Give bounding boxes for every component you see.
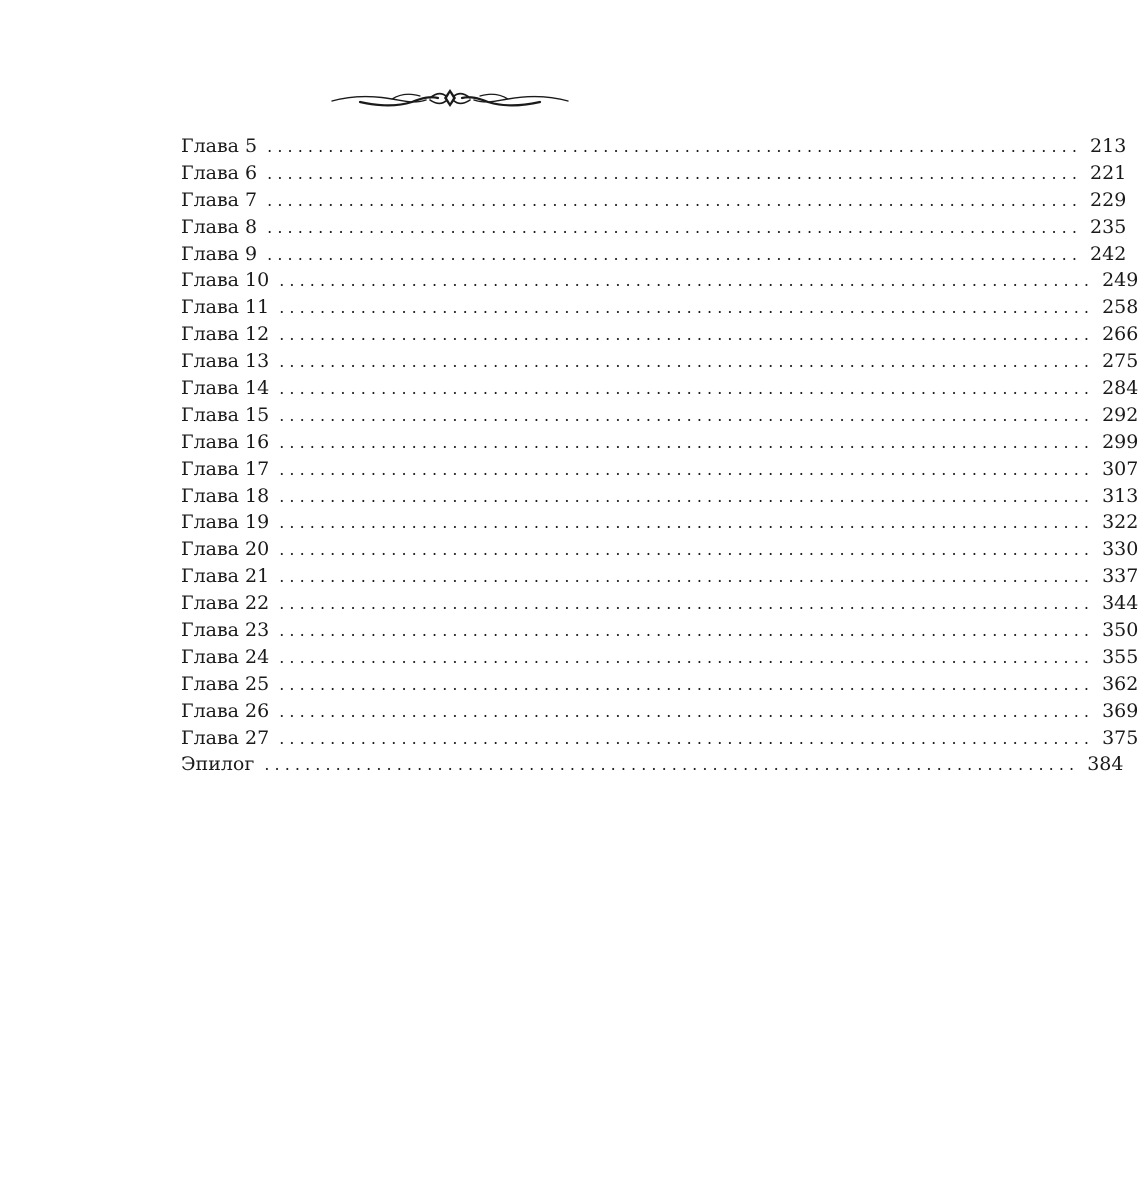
toc-entry[interactable] [181, 214, 1127, 241]
dot-leader: ................................................................................ [279, 728, 1095, 748]
toc-entry-label: Глава 5 [181, 135, 258, 157]
toc-entry[interactable] [181, 563, 1138, 590]
toc-entry-label: Глава 20 [181, 538, 270, 561]
dot-leader: ................................................................................ [279, 701, 1095, 721]
toc-entry-page-number: 235 [1090, 215, 1127, 238]
toc-entry-label: Глава 10 [181, 269, 270, 292]
toc-entry[interactable] [181, 456, 1138, 483]
toc-entry-page-number: 384 [1087, 753, 1124, 776]
toc-entry-label: Глава 25 [181, 672, 270, 695]
toc-entry-label: Эпилог [181, 753, 255, 776]
toc-entry-page-number: 258 [1102, 296, 1138, 319]
toc-entry-label: Глава 21 [181, 565, 270, 588]
dot-leader: ................................................................................ [279, 540, 1095, 560]
toc-entry-label: Глава 6 [181, 161, 258, 184]
toc-entry-page-number: 313 [1102, 484, 1138, 507]
dot-leader: ................................................................................ [279, 271, 1095, 291]
dot-leader: ................................................................................ [279, 621, 1095, 641]
toc-entry[interactable] [181, 241, 1127, 268]
toc-entry-page-number: 299 [1102, 430, 1138, 453]
toc-entry-label: Глава 9 [181, 242, 258, 265]
toc-entry[interactable] [181, 187, 1127, 214]
dot-leader: ................................................................................ [267, 217, 1083, 237]
toc-entry-label: Глава 26 [181, 699, 270, 722]
toc-entry-label: Глава 17 [181, 457, 270, 480]
dot-leader: ................................................................................ [279, 594, 1095, 614]
toc-entry-page-number: 229 [1090, 188, 1127, 211]
dot-leader: ................................................................................ [279, 432, 1095, 452]
toc-entry-page-number: 242 [1090, 242, 1127, 265]
toc-entry[interactable] [181, 321, 1138, 348]
toc-entry[interactable] [181, 429, 1138, 456]
toc-entry-label: Глава 27 [181, 726, 270, 749]
table-of-contents [181, 133, 1138, 778]
dot-leader: ................................................................................ [264, 755, 1080, 775]
toc-entry-label: Глава 15 [181, 403, 270, 426]
toc-entry[interactable] [181, 483, 1138, 510]
toc-entry-page-number: 322 [1102, 511, 1138, 534]
toc-entry-label: Глава 16 [181, 430, 270, 453]
toc-entry[interactable] [181, 160, 1127, 187]
toc-entry[interactable] [181, 402, 1138, 429]
toc-entry-page-number: 307 [1102, 457, 1138, 480]
toc-entry[interactable] [181, 536, 1138, 563]
dot-leader: ................................................................................ [279, 298, 1095, 318]
toc-entry-page-number: 362 [1102, 672, 1138, 695]
toc-entry-page-number: 266 [1102, 323, 1138, 346]
dot-leader: ................................................................................ [267, 137, 1083, 156]
toc-entry-label: Глава 11 [181, 296, 270, 319]
toc-entry-page-number: 275 [1102, 350, 1138, 373]
toc-entry[interactable] [181, 671, 1138, 698]
toc-entry[interactable] [181, 644, 1138, 671]
toc-entry-label: Глава 14 [181, 377, 270, 400]
toc-entry-page-number: 350 [1102, 619, 1138, 642]
toc-entry-page-number: 213 [1090, 135, 1127, 157]
toc-entry-page-number: 330 [1102, 538, 1138, 561]
toc-entry[interactable] [181, 294, 1138, 321]
toc-entry-page-number: 355 [1102, 645, 1138, 668]
dot-leader: ................................................................................ [279, 405, 1095, 425]
toc-entry[interactable] [181, 509, 1138, 536]
toc-entry[interactable] [181, 617, 1138, 644]
dot-leader: ................................................................................ [267, 163, 1083, 183]
dot-leader: ................................................................................ [279, 647, 1095, 667]
flourish-divider-icon [330, 84, 570, 112]
toc-entry-label: Глава 19 [181, 511, 270, 534]
toc-entry[interactable] [181, 590, 1138, 617]
dot-leader: ................................................................................ [279, 567, 1095, 587]
toc-entry-label: Глава 24 [181, 645, 270, 668]
toc-entry-label: Глава 22 [181, 592, 270, 615]
toc-entry-page-number: 369 [1102, 699, 1138, 722]
toc-entry-label: Глава 23 [181, 619, 270, 642]
dot-leader: ................................................................................ [279, 352, 1095, 372]
toc-entry[interactable] [181, 698, 1138, 725]
toc-entry-page-number: 375 [1102, 726, 1138, 749]
dot-leader: ................................................................................ [279, 459, 1095, 479]
toc-entry[interactable] [181, 751, 1124, 778]
toc-entry[interactable] [181, 348, 1138, 375]
toc-entry-label: Глава 8 [181, 215, 258, 238]
toc-entry-page-number: 284 [1102, 377, 1138, 400]
dot-leader: ................................................................................ [279, 379, 1095, 399]
toc-entry-page-number: 221 [1090, 161, 1127, 184]
dot-leader: ................................................................................ [279, 513, 1095, 533]
toc-entry[interactable] [181, 267, 1138, 294]
toc-entry-page-number: 292 [1102, 403, 1138, 426]
toc-entry-label: Глава 7 [181, 188, 258, 211]
toc-entry[interactable] [181, 375, 1138, 402]
dot-leader: ................................................................................ [279, 486, 1095, 506]
toc-entry[interactable] [181, 133, 1127, 160]
toc-entry-page-number: 337 [1102, 565, 1138, 588]
toc-entry-page-number: 249 [1102, 269, 1138, 292]
dot-leader: ................................................................................ [279, 674, 1095, 694]
dot-leader: ................................................................................ [267, 244, 1083, 264]
toc-entry-label: Глава 18 [181, 484, 270, 507]
dot-leader: ................................................................................ [267, 190, 1083, 210]
toc-entry[interactable] [181, 725, 1138, 752]
toc-entry-label: Глава 12 [181, 323, 270, 346]
dot-leader: ................................................................................ [279, 325, 1095, 345]
toc-entry-page-number: 344 [1102, 592, 1138, 615]
toc-entry-label: Глава 13 [181, 350, 270, 373]
